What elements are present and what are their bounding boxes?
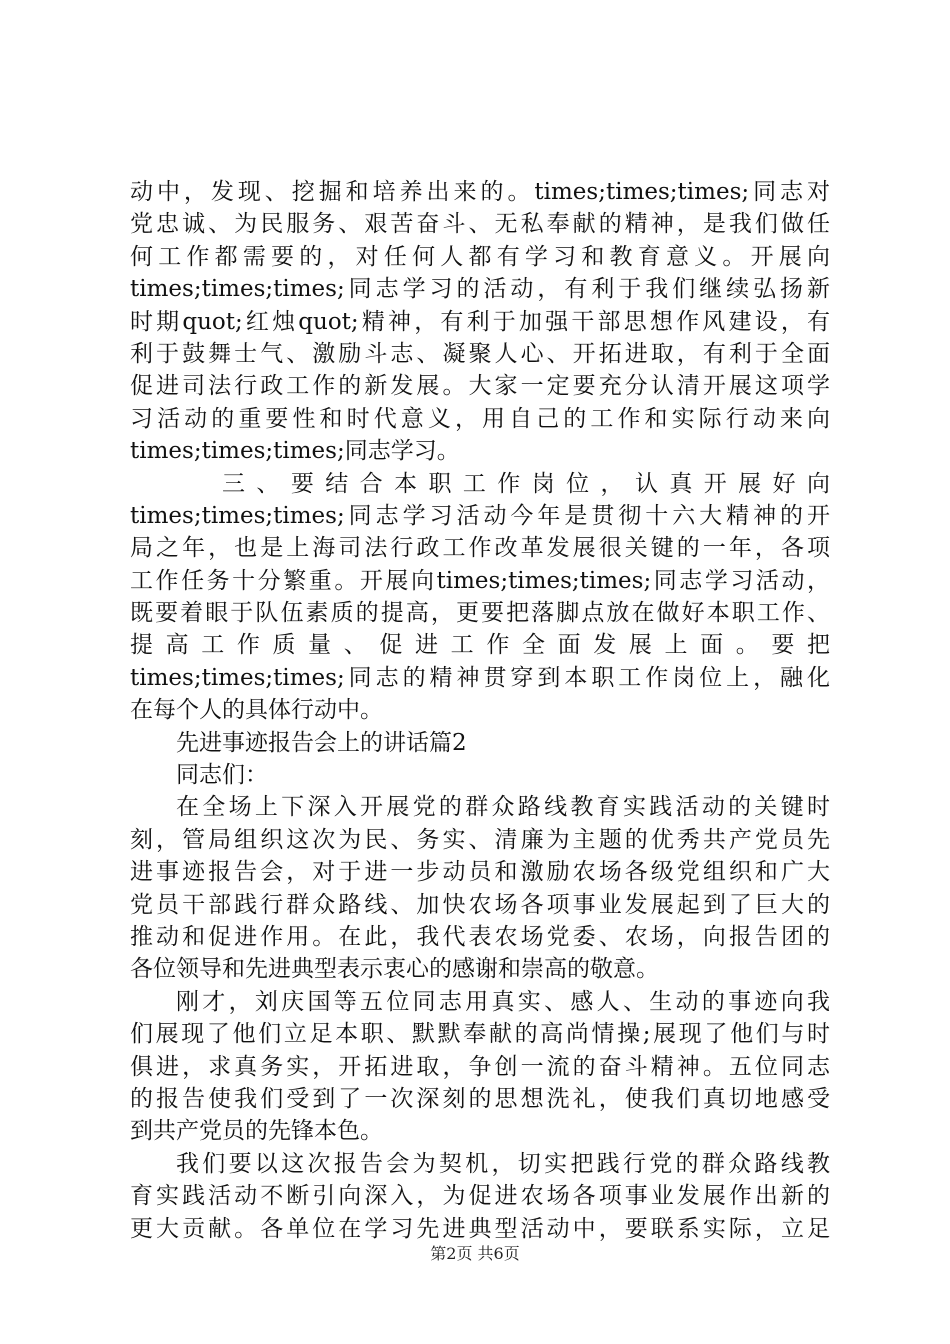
text-line: 党员干部践行群众路线、加快农场各项事业发展起到了巨大的 [130, 891, 830, 918]
text-line: times;times;times;同志学习。 [130, 438, 460, 465]
text-line: 我们要以这次报告会为契机，切实把践行党的群众路线教 [176, 1150, 830, 1177]
text-line: 利于鼓舞士气、激励斗志、凝聚人心、开拓进取，有利于全面 [130, 340, 830, 367]
body-text [130, 176, 830, 1245]
text-line: 更大贡献。各单位在学习先进典型活动中，要联系实际，立足 [130, 1215, 830, 1242]
text-line: 习活动的重要性和时代意义，用自己的工作和实际行动来向 [130, 405, 830, 432]
text-line: 刻，管局组织这次为民、务实、清廉为主题的优秀共产党员先 [130, 826, 830, 853]
text-line: 各位领导和先进典型表示衷心的感谢和崇高的敬意。 [130, 956, 659, 983]
page-number-footer: 第2页 共6页 [430, 1244, 520, 1263]
text-line: 提高工作质量、促进工作全面发展上面。要把 [130, 632, 830, 659]
text-line: 在每个人的具体行动中。 [130, 697, 383, 724]
text-line: 动中，发现、挖掘和培养出来的。times;times;times;同志对 [130, 179, 830, 205]
text-line: 进事迹报告会，对于进一步动员和激励农场各级党组织和广大 [130, 859, 830, 886]
text-line: 促进司法行政工作的新发展。大家一定要充分认清开展这项学 [130, 373, 830, 400]
text-line: 们展现了他们立足本职、默默奉献的高尚情操;展现了他们与时 [130, 1021, 830, 1048]
text-line: times;times;times;同志学习活动今年是贯彻十六大精神的开 [130, 502, 830, 529]
text-line: 党忠诚、为民服务、艰苦奋斗、无私奉献的精神，是我们做任 [130, 211, 830, 238]
text-line: 到共产党员的先锋本色。 [130, 1118, 383, 1145]
text-line: 时期quot;红烛quot;精神，有利于加强干部思想作风建设，有 [130, 308, 830, 335]
text-line: 工作任务十分繁重。开展向times;times;times;同志学习活动， [130, 567, 830, 594]
text-line: 俱进，求真务实，开拓进取，争创一流的奋斗精神。五位同志 [130, 1053, 830, 1080]
section-heading-line: 三、要结合本职工作岗位，认真开展好向 [222, 470, 830, 497]
article-title: 先进事迹报告会上的讲话篇2 [176, 729, 467, 756]
text-line: 在全场上下深入开展党的群众路线教育实践活动的关键时 [176, 794, 830, 821]
text-line: times;times;times;同志学习的活动，有利于我们继续弘扬新 [130, 276, 830, 303]
text-line: 既要着眼于队伍素质的提高，更要把落脚点放在做好本职工作、 [130, 600, 830, 627]
salutation: 同志们： [176, 762, 268, 789]
text-line: 刚才，刘庆国等五位同志用真实、感人、生动的事迹向我 [176, 988, 830, 1015]
text-line: 何工作都需要的，对任何人都有学习和教育意义。开展向 [130, 243, 830, 270]
text-line: 局之年，也是上海司法行政工作改革发展很关键的一年，各项 [130, 535, 830, 562]
text-line: times;times;times;同志的精神贯穿到本职工作岗位上，融化 [130, 664, 830, 691]
text-line: 育实践活动不断引向深入，为促进农场各项事业发展作出新的 [130, 1183, 830, 1210]
text-line: 的报告使我们受到了一次深刻的思想洗礼，使我们真切地感受 [130, 1085, 830, 1112]
text-line: 推动和促进作用。在此，我代表农场党委、农场，向报告团的 [130, 923, 830, 950]
